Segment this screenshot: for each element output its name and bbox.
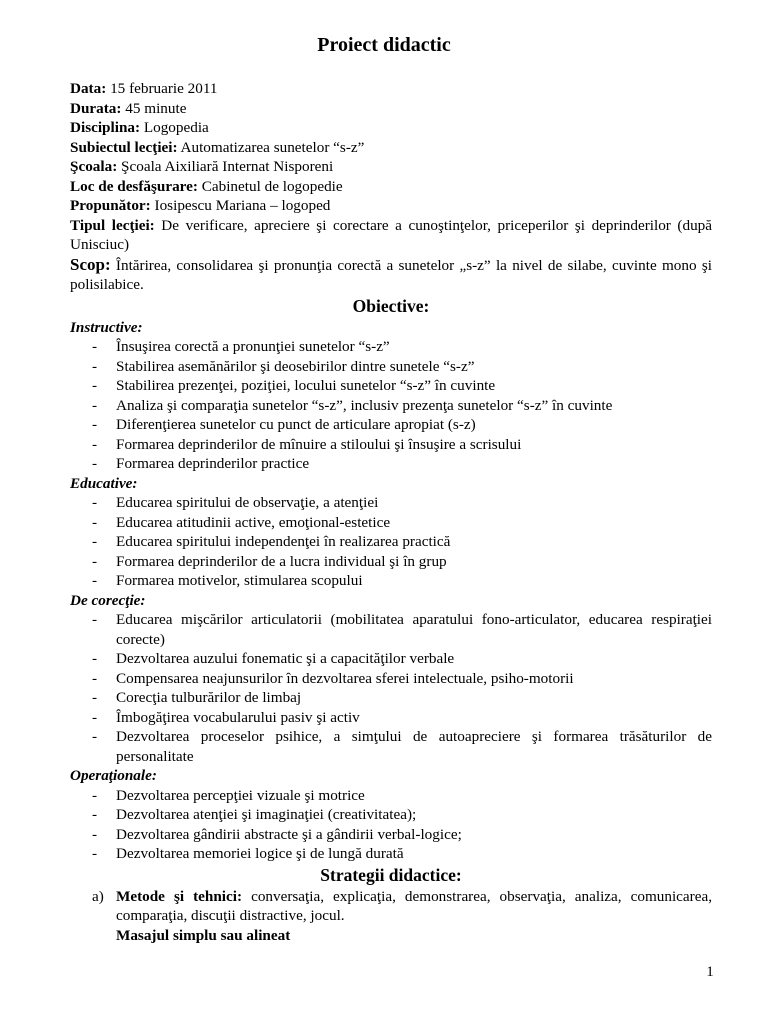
objective-text: Însuşirea corectă a pronunţiei sunetelor “s-z” xyxy=(116,338,390,355)
info-field-label: Şcoala: xyxy=(70,158,118,175)
objective-group-title: De corecţie: xyxy=(70,591,146,609)
strategy-item-a xyxy=(70,887,712,926)
strategy-value: conversaţia, explicaţia, demonstrarea, observaţia, analiza, comunicarea, comparaţia, discuţii distractive, jocul. xyxy=(116,887,712,924)
dash-marker: - xyxy=(92,357,98,375)
dash-marker: - xyxy=(92,552,98,570)
objective-item xyxy=(70,513,712,533)
objective-text: Compensarea neajunsurilor în dezvoltarea sferei intelectuale, psiho-motorii xyxy=(116,669,574,687)
objective-text: Formarea deprinderilor de mînuire a stiloului şi însuşire a scrisului xyxy=(116,435,522,453)
objective-item xyxy=(70,610,712,649)
objective-text: Dezvoltarea percepţiei vizuale şi motrice xyxy=(116,786,365,804)
dash-marker: - xyxy=(92,533,98,550)
objective-text: Analiza şi comparaţia sunetelor “s-z”, inclusiv prezenţa sunetelor “s-z” în cuvinte xyxy=(116,396,613,414)
dash-marker: - xyxy=(92,377,98,394)
objective-item xyxy=(70,376,712,396)
info-field-value: Cabinetul de logopedie xyxy=(197,177,343,195)
info-field xyxy=(70,196,712,216)
strategies-heading: Strategii didactice: xyxy=(320,864,462,885)
objective-group-title: Instructive: xyxy=(70,318,143,336)
info-field xyxy=(70,216,712,255)
objective-list xyxy=(70,786,712,864)
objective-text: Dezvoltarea memoriei logice şi de lungă durată xyxy=(116,845,404,862)
objective-text: Diferenţierea sunetelor cu punct de articulare apropiat (s-z) xyxy=(116,416,476,433)
info-field xyxy=(70,118,712,138)
info-field xyxy=(70,138,712,158)
objective-item xyxy=(70,805,712,825)
strategy-label: Metode şi tehnici: xyxy=(116,887,243,905)
dash-marker: - xyxy=(92,650,98,667)
info-field-label: Data: xyxy=(70,80,107,97)
info-field-label: Durata: xyxy=(70,99,122,117)
objective-text: Dezvoltarea auzului fonematic şi a capacităţilor verbale xyxy=(116,650,455,667)
objective-text: Formarea deprinderilor practice xyxy=(116,455,310,472)
info-field-value: 45 minute xyxy=(121,99,187,117)
objective-item xyxy=(70,532,712,552)
dash-marker: - xyxy=(92,669,98,687)
objective-list xyxy=(70,337,712,474)
objective-text: Corecţia tulburărilor de limbaj xyxy=(116,689,302,706)
objective-item xyxy=(70,493,712,513)
info-field-value: De verificare, apreciere şi corectare a cunoştinţelor, priceperilor şi deprinderilor (după Unisciuc) xyxy=(70,216,713,253)
objective-text: Educarea spiritului de observaţie, a atenţiei xyxy=(116,494,379,511)
objective-text: Formarea deprinderilor de a lucra individual şi în grup xyxy=(116,552,447,570)
lesson-info-fields xyxy=(70,79,712,255)
objective-item xyxy=(70,357,712,377)
objective-text: Educarea atitudinii active, emoţional-estetice xyxy=(116,513,391,531)
objective-text: Formarea motivelor, stimularea scopului xyxy=(116,572,363,589)
info-field-value: Şcoala Aixiliară Internat Nisporeni xyxy=(117,158,334,175)
dash-marker: - xyxy=(92,708,98,726)
info-field-value: Iosipescu Mariana – logoped xyxy=(150,197,331,214)
dash-marker: - xyxy=(92,572,98,589)
objective-text: Îmbogăţirea vocabularului pasiv şi activ xyxy=(116,708,360,726)
objectives-heading: Obiective: xyxy=(352,295,430,316)
dash-marker: - xyxy=(92,455,98,472)
objective-item xyxy=(70,435,712,455)
dash-marker: - xyxy=(92,494,98,511)
dash-marker: - xyxy=(92,728,98,745)
objective-text: Stabilirea asemănărilor şi deosebirilor dintre sunetele “s-z” xyxy=(116,357,475,375)
info-field-value: Automatizarea sunetelor “s-z” xyxy=(177,138,365,156)
objective-item xyxy=(70,649,712,669)
objective-item xyxy=(70,708,712,728)
strategy-marker: a) xyxy=(92,887,104,905)
objective-list xyxy=(70,610,712,766)
objective-item xyxy=(70,669,712,689)
objective-list xyxy=(70,493,712,591)
info-field-label: Subiectul lecţiei: xyxy=(70,138,178,156)
dash-marker: - xyxy=(92,513,98,531)
dash-marker: - xyxy=(92,416,98,433)
objective-groups xyxy=(70,318,712,864)
objective-item xyxy=(70,552,712,572)
document-title: Proiect didactic xyxy=(317,34,451,56)
info-field-label: Propunător: xyxy=(70,197,151,214)
strategy-subheading: Masajul simplu sau alineat xyxy=(116,926,291,944)
objective-item xyxy=(70,571,712,591)
info-field-value: 15 februarie 2011 xyxy=(106,80,218,97)
objective-text: Stabilirea prezenţei, poziţiei, locului sunetelor “s-z” în cuvinte xyxy=(116,377,496,394)
objective-text: Educarea spiritului independenţei în realizarea practică xyxy=(116,533,451,550)
page-number: 1 xyxy=(706,964,714,980)
objective-group-title: Operaţionale: xyxy=(70,767,157,784)
objective-item xyxy=(70,688,712,708)
dash-marker: - xyxy=(92,806,98,823)
objective-text: Dezvoltarea atenţiei şi imaginaţiei (creativitatea); xyxy=(116,806,417,823)
info-field-label: Disciplina: xyxy=(70,119,141,136)
info-field-label: Loc de desfăşurare: xyxy=(70,177,198,195)
document-body xyxy=(70,79,712,945)
objective-item xyxy=(70,844,712,864)
objective-group-title: Educative: xyxy=(70,474,138,492)
objective-item xyxy=(70,786,712,806)
dash-marker: - xyxy=(92,611,98,628)
objective-item xyxy=(70,415,712,435)
objective-item xyxy=(70,825,712,845)
info-field xyxy=(70,157,712,177)
objective-item xyxy=(70,396,712,416)
scop-value: Întărirea, consolidarea şi pronunţia corectă a sunetelor „s-z” la nivel de silabe, cuvinte mono şi polisilabice. xyxy=(70,256,712,293)
dash-marker: - xyxy=(92,689,98,706)
info-field xyxy=(70,177,712,197)
objective-text: Educarea mişcărilor articulatorii (mobilitatea aparatului fono-articulator, educarea respiraţiei corecte) xyxy=(116,611,712,648)
objective-text: Dezvoltarea gândirii abstracte şi a gândirii verbal-logice; xyxy=(116,825,462,843)
dash-marker: - xyxy=(92,825,98,843)
objective-item xyxy=(70,727,712,766)
dash-marker: - xyxy=(92,845,98,862)
dash-marker: - xyxy=(92,786,98,804)
info-field-label: Tipul lecţiei: xyxy=(70,216,155,234)
info-field xyxy=(70,99,712,119)
dash-marker: - xyxy=(92,396,98,414)
info-field xyxy=(70,79,712,99)
objective-item xyxy=(70,454,712,474)
scop-paragraph xyxy=(70,255,712,295)
info-field-value: Logopedia xyxy=(140,119,209,136)
dash-marker: - xyxy=(92,338,98,355)
objective-text: Dezvoltarea proceselor psihice, a simţului de autoapreciere şi formarea trăsăturilor de personalitate xyxy=(116,728,712,765)
dash-marker: - xyxy=(92,435,98,453)
objective-item xyxy=(70,337,712,357)
scop-label: Scop: xyxy=(70,254,111,274)
